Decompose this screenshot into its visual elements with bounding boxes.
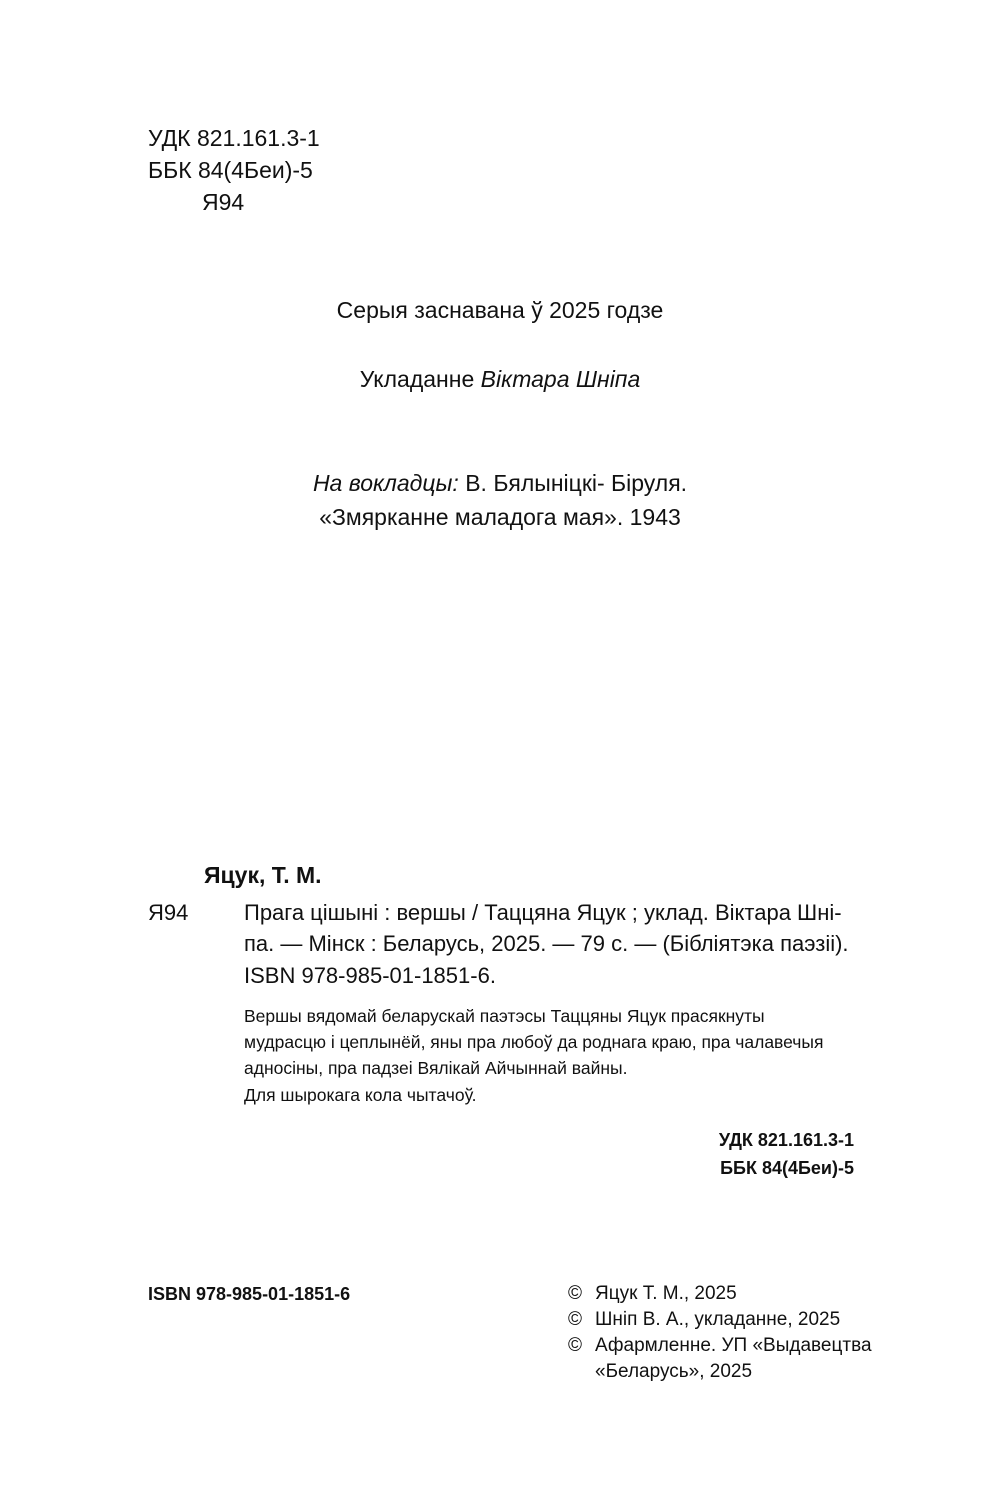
catalog-line-2: па. — Мінск : Беларусь, 2025. — 79 с. — (Бібліятэка паэзіі). — [244, 931, 849, 956]
copyright-icon: © — [568, 1335, 582, 1356]
copyright-design — [568, 1332, 872, 1359]
copyright-icon: © — [568, 1283, 582, 1304]
footer-isbn: ISBN 978-985-01-1851-6 — [148, 1284, 351, 1304]
catalog-line-1: Прага цішыні : вершы / Таццяна Яцук ; уклад. Віктара Шні- — [244, 900, 842, 925]
cover-painting: «Змярканне маладога мая». 1943 — [319, 504, 681, 530]
copyright-author — [568, 1280, 737, 1307]
series-note: Серыя заснавана ў 2025 годзе — [336, 297, 664, 323]
bbk-top: ББК 84(4Беи)-5 — [148, 157, 313, 183]
copyright-text: Афармленне. УП «Выдавецтва — [595, 1335, 872, 1356]
catalog-bbk: ББК 84(4Беи)-5 — [720, 1158, 854, 1178]
annotation-audience: Для шырокага кола чытачоў. — [244, 1085, 477, 1105]
cover-line — [0, 466, 1000, 500]
annotation-line-2: мудрасцю і цеплынёй, яны пра любоў да роднага краю, пра чалавечыя — [244, 1032, 824, 1052]
catalog-author: Яцук, Т. М. — [204, 862, 322, 888]
cover-artist: В. Бялыніцкі- Біруля. — [458, 470, 688, 496]
copyright-text: Яцук Т. М., 2025 — [595, 1283, 737, 1304]
udk-top: УДК 821.161.3-1 — [148, 125, 320, 151]
compiler-line — [0, 362, 1000, 396]
catalog-isbn: ISBN 978-985-01-1851-6. — [244, 963, 496, 988]
author-code-top: Я94 — [202, 189, 245, 215]
annotation-line-3: адносіны, пра падзеі Вялікай Айчыннай вайны. — [244, 1058, 628, 1078]
cover-label: На вокладцы: — [312, 470, 459, 496]
compiler-name: Віктара Шніпа — [480, 366, 641, 392]
copyright-compiler — [568, 1306, 840, 1333]
copyright-design-continuation: «Беларусь», 2025 — [595, 1361, 753, 1382]
catalog-code: Я94 — [148, 900, 189, 925]
annotation-line-1: Вершы вядомай беларускай паэтэсы Таццяны Яцук прасякнуты — [244, 1006, 765, 1026]
copyright-text: Шніп В. А., укладанне, 2025 — [595, 1309, 841, 1330]
copyright-icon: © — [568, 1309, 582, 1330]
catalog-udk: УДК 821.161.3-1 — [718, 1130, 854, 1150]
compiler-prefix: Укладанне — [359, 366, 481, 392]
